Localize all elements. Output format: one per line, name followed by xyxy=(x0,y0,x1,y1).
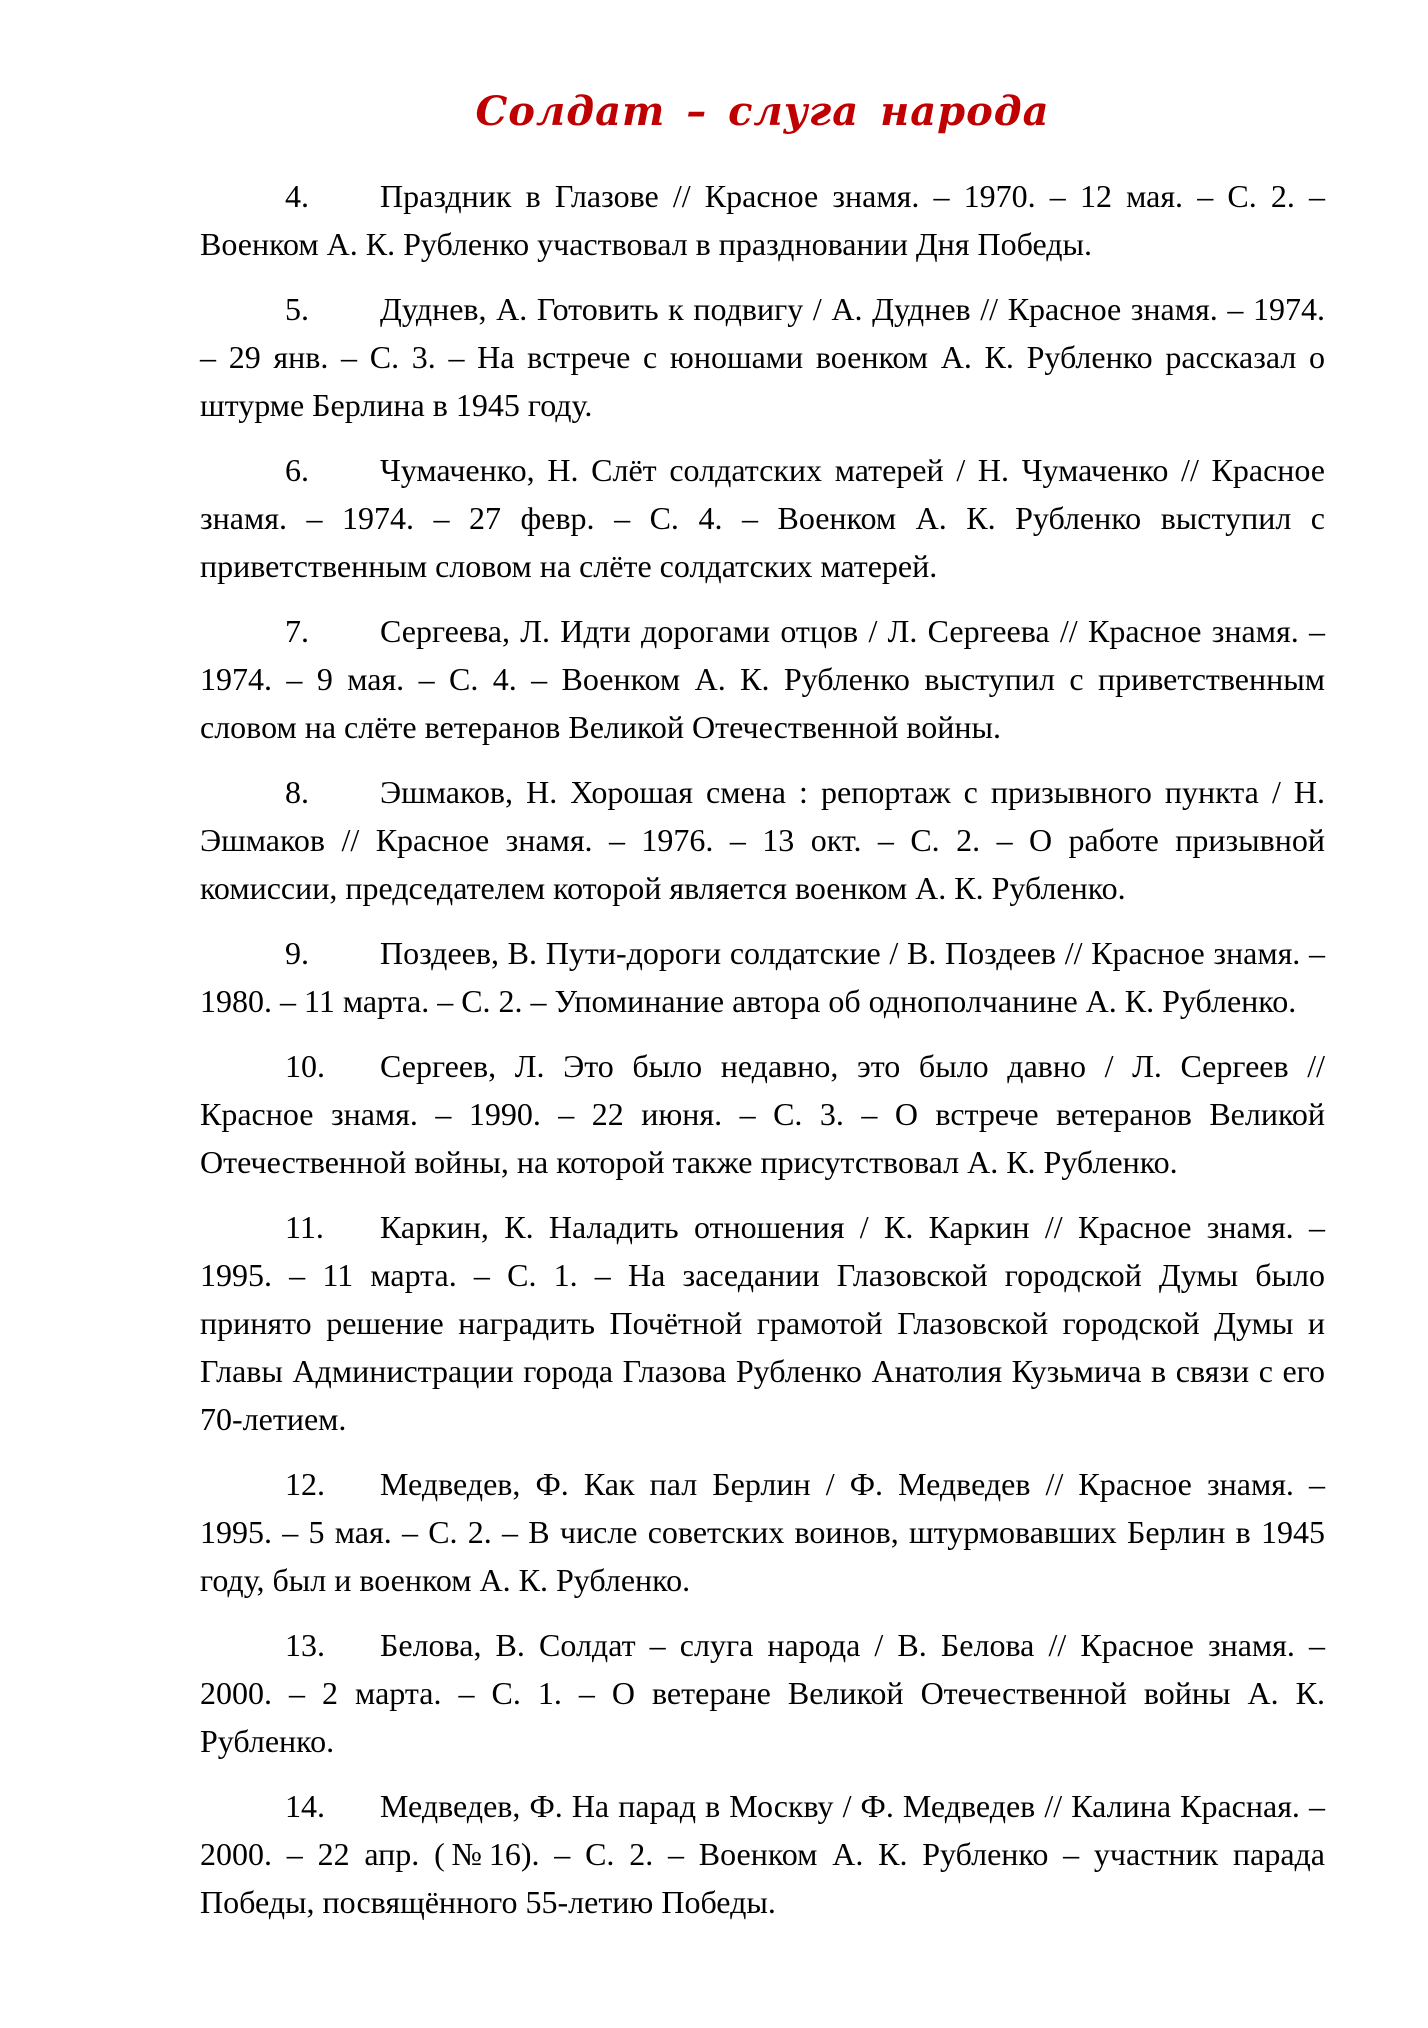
entry-text: Поздеев, В. Пути-дороги солдатские / В. Поздеев // Красное знамя. – 1980. – 11 марта. – С. 2. – Упоминание автора об однополчанине А. К. Рубленко. xyxy=(200,935,1325,1019)
list-item xyxy=(200,607,1325,751)
entry-number: 11. xyxy=(285,1209,324,1245)
entry-text: Сергеев, Л. Это было недавно, это было давно / Л. Сергеев // Красное знамя. – 1990. – 22 июня. – С. 3. – О встрече ветеранов Великой Отечественной войны, на которой также присутствовал А. К. Рубленко. xyxy=(200,1048,1325,1180)
entry-text: Праздник в Глазове // Красное знамя. – 1970. – 12 мая. – С. 2. – Военком А. К. Рубленко участвовал в праздновании Дня Победы. xyxy=(200,178,1325,262)
list-item xyxy=(200,1042,1325,1186)
bibliography-list xyxy=(200,172,1325,1926)
entry-number: 8. xyxy=(285,774,309,810)
entry-number: 9. xyxy=(285,935,309,971)
list-item xyxy=(200,446,1325,590)
entry-number: 7. xyxy=(285,613,309,649)
entry-number: 6. xyxy=(285,452,309,488)
list-item xyxy=(200,929,1325,1025)
list-item xyxy=(200,285,1325,429)
entry-text: Чумаченко, Н. Слёт солдатских матерей / Н. Чумаченко // Красное знамя. – 1974. – 27 февр. – С. 4. – Военком А. К. Рубленко выступил с приветственным словом на слёте солдатских матерей. xyxy=(200,452,1325,584)
entry-number: 13. xyxy=(285,1627,325,1663)
entry-text: Эшмаков, Н. Хорошая смена : репортаж с призывного пункта / Н. Эшмаков // Красное знамя. – 1976. – 13 окт. – С. 2. – О работе призывной комиссии, председателем которой является военком А. К. Рубленко. xyxy=(200,774,1325,906)
entry-number: 12. xyxy=(285,1466,325,1502)
entry-text: Каркин, К. Наладить отношения / К. Каркин // Красное знамя. – 1995. – 11 марта. – С. 1. – На заседании Глазовской городской Думы было принято решение наградить Почётной грамотой Глазовской городской Думы и Главы Администрации города Глазова Рубленко Анатолия Кузьмича в связи с его 70-летием. xyxy=(200,1209,1325,1437)
entry-number: 4. xyxy=(285,178,309,214)
list-item xyxy=(200,1460,1325,1604)
entry-text: Белова, В. Солдат – слуга народа / В. Белова // Красное знамя. – 2000. – 2 марта. – С. 1. – О ветеране Великой Отечественной войны А. К. Рубленко. xyxy=(200,1627,1325,1759)
entry-text: Медведев, Ф. Как пал Берлин / Ф. Медведев // Красное знамя. – 1995. – 5 мая. – С. 2. – В числе советских воинов, штурмовавших Берлин в 1945 году, был и военком А. К. Рубленко. xyxy=(200,1466,1325,1598)
entry-text: Медведев, Ф. На парад в Москву / Ф. Медведев // Калина Красная. – 2000. – 22 апр. (№16). – С. 2. – Военком А. К. Рубленко – участник парада Победы, посвящённого 55-летию Победы. xyxy=(200,1788,1325,1920)
entry-number: 5. xyxy=(285,291,309,327)
list-item xyxy=(200,1621,1325,1765)
list-item xyxy=(200,768,1325,912)
list-item xyxy=(200,1203,1325,1443)
entry-number: 10. xyxy=(285,1048,325,1084)
entry-number: 14. xyxy=(285,1788,325,1824)
entry-text: Дуднев, А. Готовить к подвигу / А. Дуднев // Красное знамя. – 1974. – 29 янв. – С. 3. – На встрече с юношами военком А. К. Рубленко рассказал о штурме Берлина в 1945 году. xyxy=(200,291,1325,423)
list-item xyxy=(200,1782,1325,1926)
list-item xyxy=(200,172,1325,268)
page-title: Солдат – слуга народа xyxy=(475,88,1050,135)
entry-text: Сергеева, Л. Идти дорогами отцов / Л. Сергеева // Красное знамя. – 1974. – 9 мая. – С. 4. – Военком А. К. Рубленко выступил с приветственным словом на слёте ветеранов Великой Отечественной войны. xyxy=(200,613,1325,745)
